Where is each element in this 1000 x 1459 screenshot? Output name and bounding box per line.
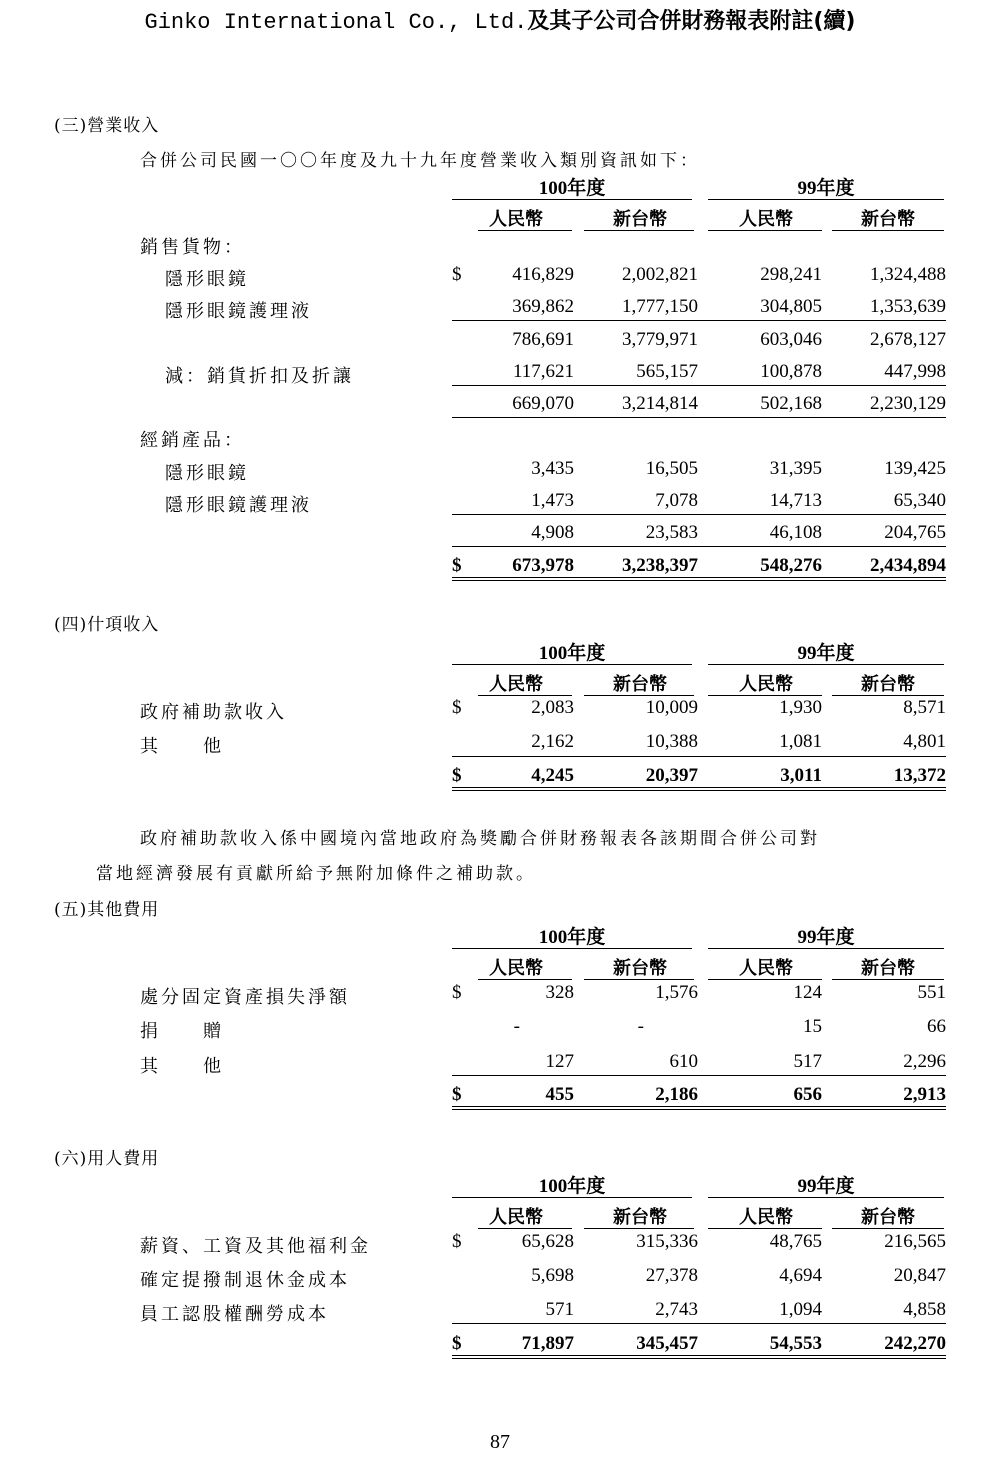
value-cell: 4,858 [903,1299,946,1320]
col-header-rmb: 人民幣 [739,674,793,695]
value-cell: 10,009 [645,697,698,718]
note-paragraph-line-1: 政府補助款收入係中國境內當地政府為獎勵合併財務報表各該期間合併公司對 [140,829,820,849]
page-title [0,4,1000,35]
value-cell: 4,694 [779,1265,822,1286]
subtotal-rule [452,546,946,547]
value-cell: 46,108 [769,522,822,543]
value-cell: 4,908 [531,522,574,543]
value-cell: 66 [927,1016,946,1037]
subtotal-rule [452,1075,946,1076]
col-header-rmb: 人民幣 [489,674,543,695]
value-cell: 139,425 [884,458,946,479]
subtotal-rule [452,385,946,386]
row-label: 確定提撥制退休金成本 [140,1270,350,1291]
total-double-rule [452,580,946,581]
value-cell: 27,378 [645,1265,698,1286]
value-cell: 1,094 [779,1299,822,1320]
year-header-99: 99年度 [797,178,855,199]
col-header-rmb: 人民幣 [739,209,793,230]
value-cell: 8,571 [903,697,946,718]
total-cell: 4,245 [531,765,574,786]
rule [832,230,944,231]
subtotal-rule [452,756,946,757]
value-cell: 1,324,488 [870,264,946,285]
total-cell: 656 [793,1084,822,1105]
year-header-100: 100年度 [538,1176,606,1197]
rule [584,1228,694,1229]
value-cell: 15 [803,1016,822,1037]
value-cell: 3,779,971 [622,329,698,350]
col-header-rmb: 人民幣 [489,209,543,230]
total-cell: 3,238,397 [622,555,698,576]
year-header-100: 100年度 [538,643,606,664]
col-header-ntd: 新台幣 [861,1207,915,1228]
value-cell: 16,505 [645,458,698,479]
subtotal-rule [452,320,946,321]
row-label: 薪資、工資及其他福利金 [140,1236,371,1257]
total-double-rule [452,787,946,788]
subtotal-rule [452,417,946,418]
year-header-100: 100年度 [538,178,606,199]
rule [708,948,944,949]
section-heading-misc-income: (四)什項收入 [54,615,160,635]
total-cell: 13,372 [893,765,946,786]
total-cell: 242,270 [884,1333,946,1354]
col-header-rmb: 人民幣 [739,958,793,979]
dollar-sign: $ [452,1084,462,1105]
rule [708,1228,822,1229]
value-cell: 1,777,150 [622,296,698,317]
total-double-rule [452,1106,946,1107]
row-label-dist-heading: 經銷產品： [140,430,245,451]
subtotal-rule [452,1323,946,1324]
rule [708,979,822,980]
total-cell: 673,978 [512,555,574,576]
rule [452,664,692,665]
row-label: 其 他 [140,1056,224,1077]
rule [708,230,822,231]
rule [708,199,944,200]
value-cell: 1,473 [531,490,574,511]
value-cell: 14,713 [769,490,822,511]
value-cell: 369,862 [512,296,574,317]
col-header-ntd: 新台幣 [613,209,667,230]
value-cell: 1,576 [655,982,698,1003]
rule [478,1228,572,1229]
dollar-sign: $ [452,765,462,786]
value-cell: 551 [917,982,946,1003]
row-label: 捐 贈 [140,1021,224,1042]
value-cell: 786,691 [512,329,574,350]
rule [478,230,572,231]
total-cell: 71,897 [521,1333,574,1354]
col-header-ntd: 新台幣 [861,674,915,695]
value-cell: 7,078 [655,490,698,511]
row-label: 隱形眼鏡護理液 [165,301,312,322]
value-cell: 2,678,127 [870,329,946,350]
year-header-99: 99年度 [797,1176,855,1197]
value-cell: 502,168 [760,393,822,414]
total-cell: 455 [545,1084,574,1105]
row-label: 減：銷貨折扣及折讓 [165,366,354,387]
total-cell: 2,186 [655,1084,698,1105]
year-header-99: 99年度 [797,643,855,664]
value-cell: 65,340 [893,490,946,511]
total-cell: 54,553 [769,1333,822,1354]
col-header-rmb: 人民幣 [489,958,543,979]
dollar-sign: $ [452,555,462,576]
col-header-rmb: 人民幣 [739,1207,793,1228]
row-label: 其 他 [140,736,224,757]
section-intro-revenue: 合併公司民國一〇〇年度及九十九年度營業收入類別資訊如下： [140,151,700,171]
value-cell: 23,583 [645,522,698,543]
subtotal-rule [452,514,946,515]
rule [452,1197,692,1198]
value-cell: 298,241 [760,264,822,285]
value-cell: 669,070 [512,393,574,414]
value-cell: 48,765 [769,1231,822,1252]
total-double-rule [452,1109,946,1110]
value-cell: 2,002,821 [622,264,698,285]
value-cell: 328 [545,982,574,1003]
col-header-ntd: 新台幣 [613,1207,667,1228]
dollar-sign: $ [452,697,462,718]
value-cell: 2,230,129 [870,393,946,414]
section-heading-other-expenses: (五)其他費用 [54,900,160,920]
value-cell: 3,214,814 [622,393,698,414]
row-label: 政府補助款收入 [140,702,287,723]
row-label: 隱形眼鏡護理液 [165,495,312,516]
rule [832,695,944,696]
value-cell: 2,162 [531,731,574,752]
value-cell: 304,805 [760,296,822,317]
value-cell: 5,698 [531,1265,574,1286]
value-cell: - [513,1016,520,1037]
value-cell: 517 [793,1051,822,1072]
total-double-rule [452,577,946,578]
company-name-en: Ginko International Co., Ltd. [144,10,528,35]
value-cell: 117,621 [512,361,574,382]
row-label: 隱形眼鏡 [165,463,249,484]
year-header-99: 99年度 [797,927,855,948]
col-header-ntd: 新台幣 [861,209,915,230]
value-cell: 1,353,639 [870,296,946,317]
value-cell: 2,743 [655,1299,698,1320]
value-cell: 65,628 [521,1231,574,1252]
dollar-sign: $ [452,264,462,285]
report-title-zh: 及其子公司合併財務報表附註(續) [527,9,856,34]
value-cell: 10,388 [645,731,698,752]
value-cell: 447,998 [884,361,946,382]
col-header-ntd: 新台幣 [613,958,667,979]
value-cell: 2,083 [531,697,574,718]
rule [452,948,692,949]
value-cell: 216,565 [884,1231,946,1252]
value-cell: 124 [793,982,822,1003]
col-header-rmb: 人民幣 [489,1207,543,1228]
year-header-100: 100年度 [538,927,606,948]
total-double-rule [452,790,946,791]
value-cell: 3,435 [531,458,574,479]
value-cell: 31,395 [769,458,822,479]
value-cell: 603,046 [760,329,822,350]
value-cell: 1,930 [779,697,822,718]
note-paragraph-line-2: 當地經濟發展有貢獻所給予無附加條件之補助款。 [96,864,536,884]
row-label: 員工認股權酬勞成本 [140,1304,329,1325]
value-cell: 20,847 [893,1265,946,1286]
row-label-sales-heading: 銷售貨物： [140,237,245,258]
rule [832,1228,944,1229]
value-cell: 315,336 [636,1231,698,1252]
value-cell: 565,157 [636,361,698,382]
rule [478,695,572,696]
value-cell: 2,296 [903,1051,946,1072]
value-cell: 571 [545,1299,574,1320]
col-header-ntd: 新台幣 [613,674,667,695]
rule [452,199,692,200]
total-cell: 345,457 [636,1333,698,1354]
total-cell: 3,011 [780,765,822,786]
value-cell: 1,081 [779,731,822,752]
dollar-sign: $ [452,1333,462,1354]
rule [708,664,944,665]
dollar-sign: $ [452,982,462,1003]
total-cell: 2,434,894 [870,555,946,576]
rule [584,979,694,980]
row-label: 隱形眼鏡 [165,269,249,290]
rule [708,1197,944,1198]
section-heading-revenue: (三)營業收入 [54,116,160,136]
value-cell: - [637,1016,644,1037]
rule [478,979,572,980]
value-cell: 4,801 [903,731,946,752]
row-label: 處分固定資產損失淨額 [140,987,350,1008]
rule [584,230,694,231]
value-cell: 416,829 [512,264,574,285]
total-double-rule [452,1355,946,1356]
rule [708,695,822,696]
value-cell: 127 [545,1051,574,1072]
page-number: 87 [490,1431,510,1453]
section-heading-personnel-expenses: (六)用人費用 [54,1149,160,1169]
rule [832,979,944,980]
value-cell: 100,878 [760,361,822,382]
total-double-rule [452,1358,946,1359]
value-cell: 204,765 [884,522,946,543]
total-cell: 2,913 [903,1084,946,1105]
col-header-ntd: 新台幣 [861,958,915,979]
dollar-sign: $ [452,1231,462,1252]
rule [584,695,694,696]
total-cell: 548,276 [760,555,822,576]
total-cell: 20,397 [645,765,698,786]
value-cell: 610 [669,1051,698,1072]
